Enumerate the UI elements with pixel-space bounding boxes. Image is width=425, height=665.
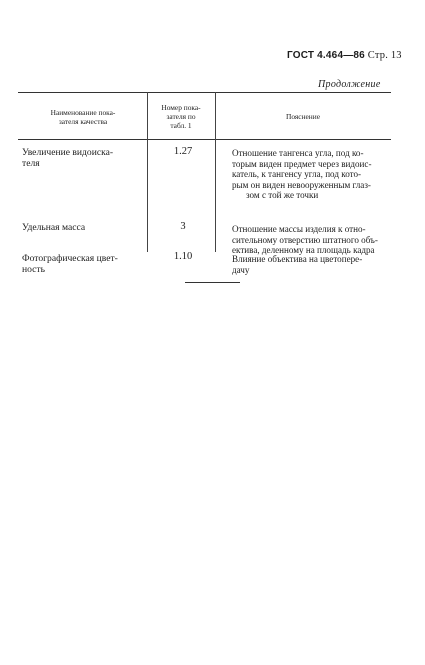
column-divider-1 — [147, 92, 148, 252]
table-row-3-name: Фотографическая цвет- ность — [22, 253, 118, 275]
continuation-label: Продолжение — [318, 79, 381, 90]
table-top-rule — [18, 92, 391, 93]
table-row-2-name: Удельная масса — [22, 222, 86, 233]
table-row-1-name: Увеличение видоиска- теля — [22, 147, 114, 169]
table-row-2-explanation: Отношение массы изделия к отно- сительному отверстию штатного объ- ектива, деленному на площадь кадра — [232, 224, 378, 255]
column-header-explanation: Пояснение — [286, 112, 320, 121]
column-divider-2 — [215, 92, 216, 252]
table-row-3-number: 1.10 — [173, 251, 193, 262]
table-row-2-number: 3 — [180, 221, 186, 232]
standard-number: ГОСТ 4.464—86 — [287, 50, 365, 61]
page-header — [287, 50, 402, 61]
table-row-3-explanation: Влияние объектива на цветопере- дачу — [232, 254, 363, 275]
table-row-1-explanation: Отношение тангенса угла, под ко- торым виден предмет через видоис- катель, к тангенсу угла, под кото- рым он виден невооруженным глаз- зом с той же точки — [232, 148, 372, 200]
column-header-name: Наименование пока- зателя качества — [50, 108, 116, 126]
table-header-rule — [18, 139, 391, 140]
table-row-1-number: 1.27 — [173, 146, 193, 157]
column-header-number: Номер пока- зателя по табл. 1 — [161, 103, 201, 130]
end-of-section-rule — [185, 282, 240, 283]
page-number: Стр. 13 — [367, 50, 402, 61]
